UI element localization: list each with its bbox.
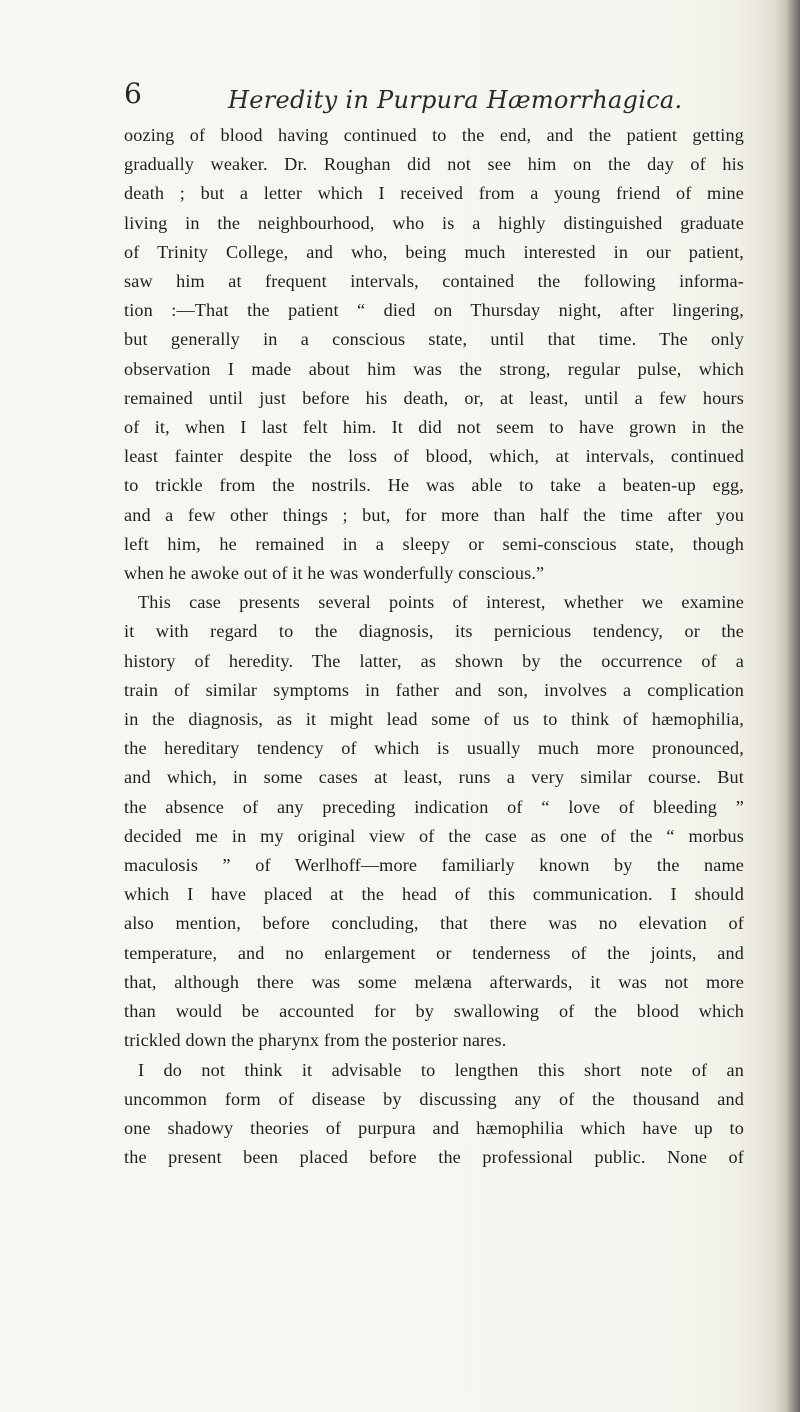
text-line: the present been placed before the professional public. None of — [124, 1147, 744, 1168]
text-line: decided me in my original view of the case as one of the “ morbus — [124, 825, 744, 846]
text-line: in the diagnosis, as it might lead some of us to think of hæmophilia, — [124, 709, 744, 730]
text-line: and a few other things ; but, for more than half the time after you — [124, 504, 744, 525]
text-line: than would be accounted for by swallowing of the blood which — [124, 1001, 744, 1022]
text-line: observation I made about him was the strong, regular pulse, which — [124, 358, 744, 379]
running-title: Heredity in Purpura Hæmorrhagica. — [228, 86, 683, 114]
text-line: train of similar symptoms in father and son, involves a complication — [124, 679, 744, 700]
text-line: This case presents several points of interest, whether we examine — [138, 592, 744, 613]
text-line: uncommon form of disease by discussing any of the thousand and — [124, 1088, 744, 1109]
text-line: oozing of blood having continued to the end, and the patient getting — [124, 125, 744, 145]
text-line: saw him at frequent intervals, contained the following informa- — [124, 271, 744, 292]
text-line: to trickle from the nostrils. He was able to take a beaten-up egg, — [124, 475, 744, 496]
text-line: that, although there was some melæna afterwards, it was not more — [124, 971, 744, 992]
body-text — [124, 121, 744, 1172]
text-line: one shadowy theories of purpura and hæmophilia which have up to — [124, 1117, 744, 1138]
text-line: the hereditary tendency of which is usually much more pronounced, — [124, 738, 744, 759]
text-line: the absence of any preceding indication of “ love of bleeding ” — [124, 796, 744, 817]
text-line: of it, when I last felt him. It did not seem to have grown in the — [124, 417, 744, 438]
text-line: but generally in a conscious state, until that time. The only — [124, 329, 744, 350]
text-line: temperature, and no enlargement or tenderness of the joints, and — [124, 942, 744, 963]
text-line: when he awoke out of it he was wonderfully conscious.” — [124, 563, 545, 584]
text-line: living in the neighbourhood, who is a highly distinguished graduate — [124, 212, 744, 233]
page-number: 6 — [124, 77, 143, 110]
text-line: it with regard to the diagnosis, its pernicious tendency, or the — [124, 621, 744, 642]
text-line: I do not think it advisable to lengthen this short note of an — [138, 1059, 744, 1080]
text-line: left him, he remained in a sleepy or semi-conscious state, though — [124, 533, 744, 554]
text-line: which I have placed at the head of this communication. I should — [124, 884, 744, 905]
text-line: least fainter despite the loss of blood, which, at intervals, continued — [124, 446, 744, 467]
text-line: also mention, before concluding, that there was no elevation of — [124, 913, 744, 934]
text-line: remained until just before his death, or, at least, until a few hours — [124, 387, 744, 408]
text-line: tion :—That the patient “ died on Thursday night, after lingering, — [124, 300, 744, 321]
text-line: gradually weaker. Dr. Roughan did not see him on the day of his — [124, 154, 744, 175]
text-line: and which, in some cases at least, runs a very similar course. But — [124, 767, 744, 788]
text-line: history of heredity. The latter, as shown by the occurrence of a — [124, 650, 744, 671]
text-line: trickled down the pharynx from the posterior nares. — [124, 1030, 507, 1051]
text-line: maculosis ” of Werlhoff—more familiarly known by the name — [124, 855, 744, 876]
text-line: of Trinity College, and who, being much interested in our patient, — [124, 241, 744, 262]
page-edge-shadow — [774, 0, 800, 1412]
text-line: death ; but a letter which I received from a young friend of mine — [124, 183, 744, 204]
